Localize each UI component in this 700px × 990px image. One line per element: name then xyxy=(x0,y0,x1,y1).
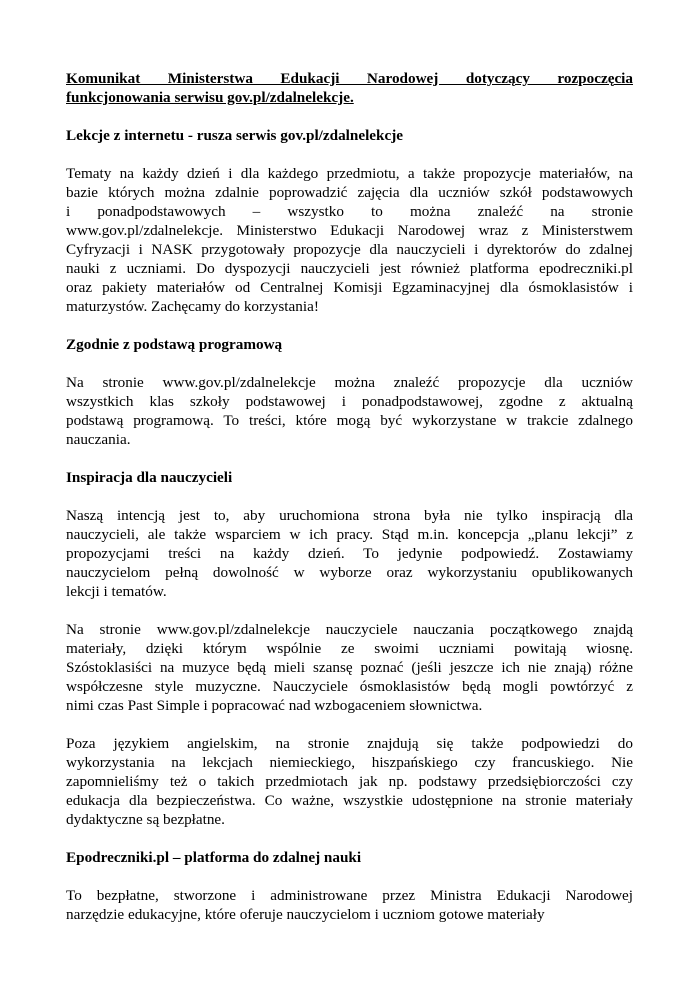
document-content xyxy=(66,69,633,924)
text-line: nimi czas Past Simple i popracować nad wzbogaceniem słownictwa. xyxy=(66,697,483,714)
text-line: i ponadpodstawowych – wszystko to można znaleźć na stronie xyxy=(66,203,633,220)
text-line: Tematy na każdy dzień i dla każdego przedmiotu, a także propozycje materiałów, na xyxy=(66,165,633,182)
text-line: nauki z uczniami. Do dyspozycji nauczycieli jest również platforma epodreczniki.pl xyxy=(66,260,633,277)
paragraph xyxy=(66,620,633,715)
text-line: narzędzie edukacyjne, które oferuje nauczycielom i uczniom gotowe materiały xyxy=(66,906,545,923)
text-line: Na stronie www.gov.pl/zdalnelekcje można znaleźć propozycje dla uczniów xyxy=(66,374,633,391)
text-line: Szóstoklasiści na muzyce będą mieli szansę poznać (jeśli jeszcze ich nie znają) różne xyxy=(66,659,633,676)
text-line: dydaktyczne są bezpłatne. xyxy=(66,811,225,828)
text-line: podstawą programową. To treści, które mogą być wykorzystane w trakcie zdalnego xyxy=(66,412,633,429)
title-line: Komunikat Ministerstwa Edukacji Narodowej dotyczący rozpoczęcia xyxy=(66,70,633,87)
section-heading-epodreczniki-pl-platforma-do-zdalnej-nau: Epodreczniki.pl – platforma do zdalnej nauki xyxy=(66,849,362,866)
text-line: nauczycielom pełną dowolność w wyborze oraz wykorzystaniu opublikowanych xyxy=(66,564,633,581)
text-line: edukacja dla bezpieczeństwa. Co ważne, wszystkie udostępnione na stronie materiały xyxy=(66,792,633,809)
paragraph xyxy=(66,886,633,924)
text-line: zapomnieliśmy też o takich przedmiotach jak np. podstawy przedsiębiorczości czy xyxy=(66,773,633,790)
document-sections xyxy=(66,126,633,924)
text-line: Poza językiem angielskim, na stronie znajdują się także podpowiedzi do xyxy=(66,735,633,752)
text-line: lekcji i tematów. xyxy=(66,583,167,600)
text-line: nauczycieli, ale także wsparciem w ich pracy. Stąd m.in. koncepcja „planu lekcji” z xyxy=(66,526,633,543)
text-line: Naszą intencją jest to, aby uruchomiona strona była nie tylko inspiracją dla xyxy=(66,507,633,524)
text-line: oraz pakiety materiałów od Centralnej Komisji Egzaminacyjnej dla ósmoklasistów i xyxy=(66,279,633,296)
text-line: materiały, dzięki którym wspólnie ze swoimi uczniami powitają wiosnę. xyxy=(66,640,633,657)
text-line: bazie których można zdalnie poprowadzić zajęcia dla uczniów szkół podstawowych xyxy=(66,184,633,201)
paragraph xyxy=(66,373,633,449)
title-line: funkcjonowania serwisu gov.pl/zdalnelekcje. xyxy=(66,89,354,106)
text-line: wszystkich klas szkoły podstawowej i ponadpodstawowej, zgodne z aktualną xyxy=(66,393,633,410)
text-line: maturzystów. Zachęcamy do korzystania! xyxy=(66,298,319,315)
paragraph xyxy=(66,164,633,316)
text-line: www.gov.pl/zdalnelekcje. Ministerstwo Edukacji Narodowej wraz z Ministerstwem xyxy=(66,222,633,239)
paragraph xyxy=(66,734,633,829)
text-line: współczesne style muzyczne. Nauczyciele ósmoklasistów będą mogli powtórzyć z xyxy=(66,678,633,695)
text-line: Na stronie www.gov.pl/zdalnelekcje nauczyciele nauczania początkowego znajdą xyxy=(66,621,633,638)
text-line: Cyfryzacji i NASK przygotowały propozycje dla nauczycieli i dyrektorów do zdalnej xyxy=(66,241,633,258)
paragraph xyxy=(66,506,633,601)
document-title xyxy=(66,69,633,107)
section-heading-zgodnie-z-podstawa-programowa: Zgodnie z podstawą programową xyxy=(66,336,283,353)
text-line: propozycjami treści na każdy dzień. To jedynie podpowiedź. Zostawiamy xyxy=(66,545,633,562)
text-line: To bezpłatne, stworzone i administrowane przez Ministra Edukacji Narodowej xyxy=(66,887,633,904)
section-heading-inspiracja-dla-nauczycieli: Inspiracja dla nauczycieli xyxy=(66,469,233,486)
text-line: wykorzystania na lekcjach niemieckiego, hiszpańskiego czy francuskiego. Nie xyxy=(66,754,633,771)
section-heading-lekcje-z-internetu-rusza-serwis-gov-pl-z: Lekcje z internetu - rusza serwis gov.pl/zdalnelekcje xyxy=(66,127,404,144)
text-line: nauczania. xyxy=(66,431,131,448)
